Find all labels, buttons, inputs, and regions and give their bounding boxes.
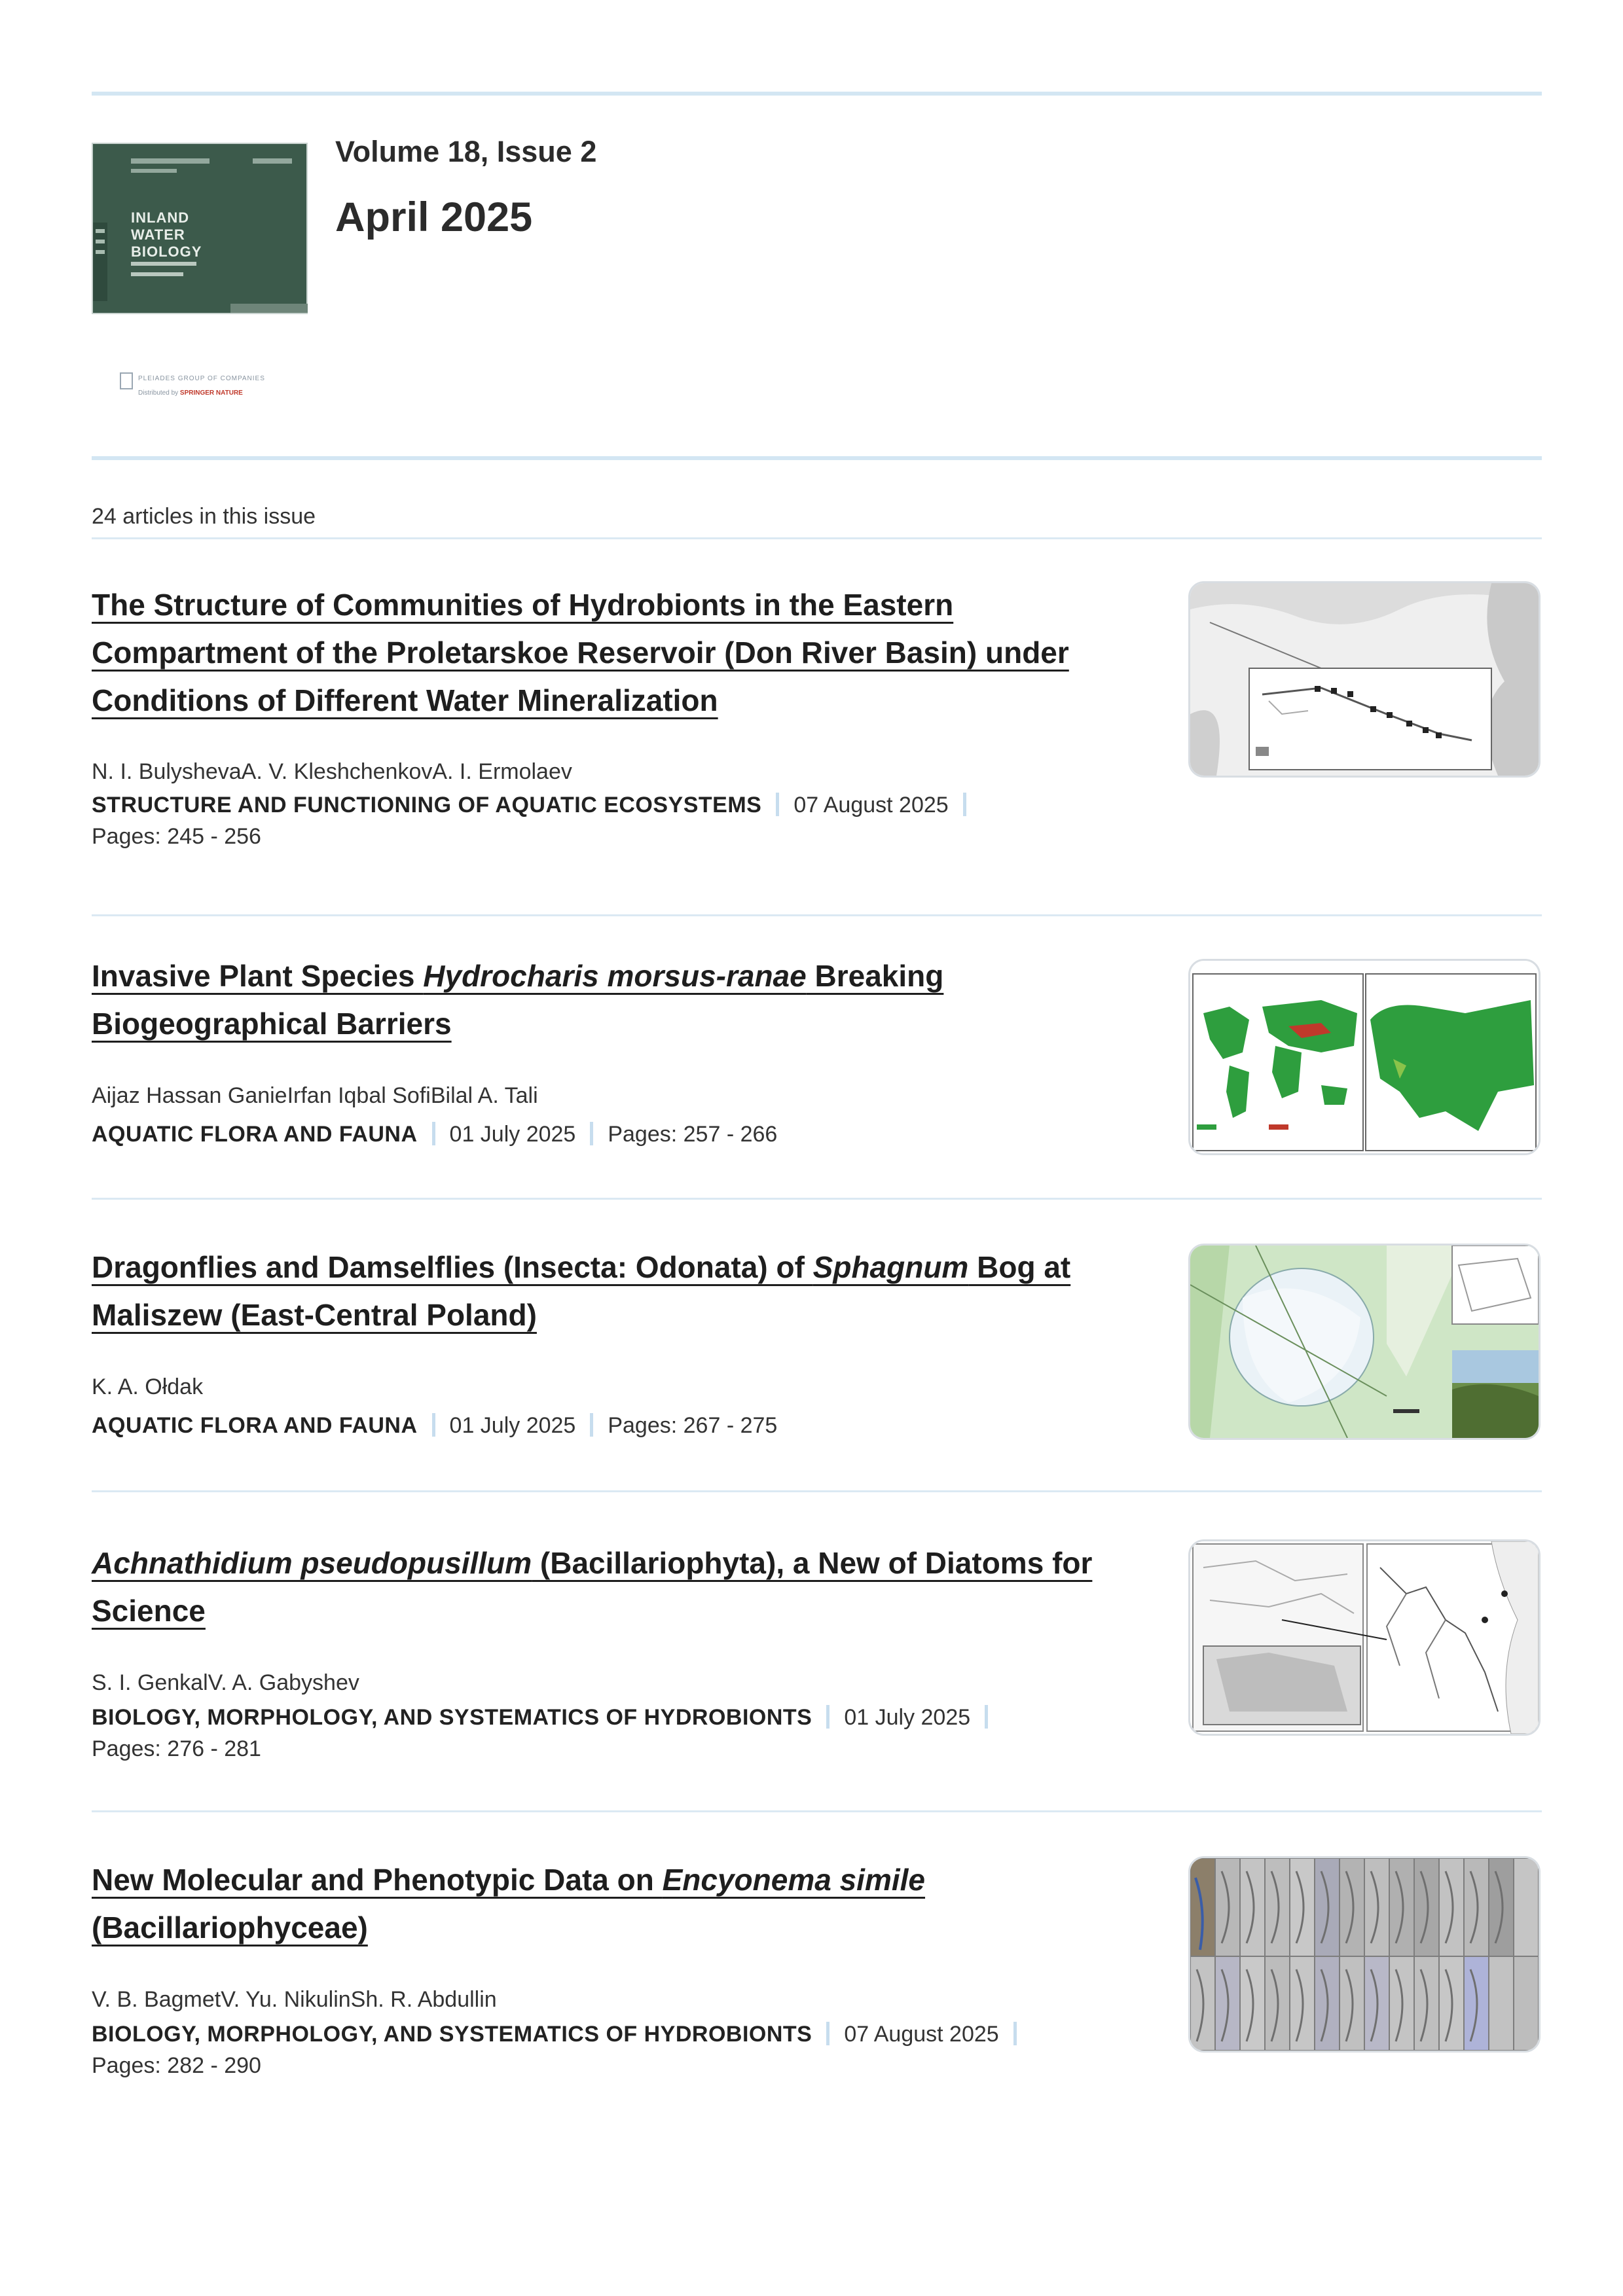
article-published-date: 01 July 2025 [449,1413,576,1438]
meta-separator [985,1705,988,1729]
article-published-date: 07 August 2025 [793,793,949,817]
article-thumbnail[interactable] [1188,581,1541,778]
top-divider [92,92,1542,96]
publisher-name: PLEIADES GROUP OF COMPANIES [138,375,265,382]
article-section: STRUCTURE AND FUNCTIONING OF AQUATIC ECOSYSTEMS [92,793,762,817]
cover-decoration [131,272,183,276]
meta-separator [776,793,779,816]
list-divider [92,537,1542,539]
article-divider [92,914,1542,916]
cover-decoration [230,304,308,313]
article-divider [92,1810,1542,1812]
article-authors: V. B. BagmetV. Yu. NikulinSh. R. Abdullin [92,1987,497,2012]
meta-separator [432,1122,435,1145]
article-title-link[interactable]: Invasive Plant Species Hydrocharis morsus-ranae Breaking Biogeographical Barriers [92,959,944,1041]
meta-separator [963,793,966,816]
meta-separator [1013,2022,1017,2045]
article-thumbnail[interactable] [1188,1244,1541,1440]
article-pages: Pages: 276 - 281 [92,1736,261,1761]
article-pages: Pages: 245 - 256 [92,824,261,849]
cover-decoration [131,262,196,266]
article-pages: Pages: 267 - 275 [608,1413,778,1438]
article-title-link[interactable]: The Structure of Communities of Hydrobionts in the Eastern Compartment of the Proletarskoe Reservoir (Don River Basin) under Conditions of Different Water Mineralization [92,588,1069,717]
article-meta [92,1410,1178,1441]
article-title-link[interactable]: New Molecular and Phenotypic Data on Encyonema simile (Bacillariophyceae) [92,1863,926,1945]
article-meta [92,1702,1178,1765]
meta-separator [590,1122,593,1145]
meta-separator [432,1413,435,1437]
article-divider [92,1490,1542,1492]
cover-decoration [253,158,292,164]
bog-map-thumbnail [1190,1246,1539,1438]
map-figure-thumbnail [1190,583,1539,776]
volume-issue: Volume 18, Issue 2 [335,135,597,168]
article-authors: K. A. Ołdak [92,1374,204,1399]
article-title [92,952,1139,1048]
article-published-date: 01 July 2025 [449,1122,576,1147]
article-meta [92,2018,1178,2081]
journal-cover-image[interactable] [92,143,308,314]
article-section: BIOLOGY, MORPHOLOGY, AND SYSTEMATICS OF HYDROBIONTS [92,2022,812,2047]
article-thumbnail[interactable] [1188,959,1541,1155]
meta-separator [826,1705,830,1729]
article-title [92,1244,1139,1339]
article-meta [92,1119,1178,1150]
article-authors: Aijaz Hassan GanieIrfan Iqbal SofiBilal A. Tali [92,1083,538,1108]
article-published-date: 07 August 2025 [844,2022,999,2047]
article-divider [92,1198,1542,1200]
cover-decoration [131,158,210,164]
header-divider [92,456,1542,460]
article-authors: N. I. BulyshevaA. V. KleshchenkovA. I. Ermolaev [92,759,572,784]
article-thumbnail[interactable] [1188,1856,1541,2053]
distributor-prefix: Distributed by [138,389,179,397]
publisher-logo [120,370,283,403]
article-pages: Pages: 282 - 290 [92,2053,261,2078]
article-title [92,1539,1139,1635]
article-section: AQUATIC FLORA AND FAUNA [92,1122,418,1147]
article-meta [92,789,1178,852]
cover-decoration [131,169,177,173]
meta-separator [590,1413,593,1437]
cover-journal-title: INLAND WATER BIOLOGY [131,209,202,260]
article-section: AQUATIC FLORA AND FAUNA [92,1413,418,1438]
meta-separator [826,2022,830,2045]
river-map-thumbnail [1190,1541,1539,1734]
article-title-link[interactable]: Achnathidium pseudopusillum (Bacillariophyta), a New of Diatoms for Science [92,1546,1093,1628]
article-title [92,581,1139,725]
article-title-link[interactable]: Dragonflies and Damselflies (Insecta: Odonata) of Sphagnum Bog at Maliszew (East-Central Poland) [92,1250,1071,1332]
publisher-emblem-icon [120,372,133,389]
article-authors: S. I. GenkalV. A. Gabyshev [92,1670,359,1695]
issue-date: April 2025 [335,194,533,240]
article-section: BIOLOGY, MORPHOLOGY, AND SYSTEMATICS OF HYDROBIONTS [92,1705,812,1730]
article-title [92,1856,995,1952]
world-map-thumbnail [1190,961,1539,1153]
cover-decoration [93,223,107,301]
diatom-micrographs-thumbnail [1190,1858,1539,2051]
article-thumbnail[interactable] [1188,1539,1541,1736]
article-published-date: 01 July 2025 [844,1705,971,1730]
article-pages: Pages: 257 - 266 [608,1122,778,1147]
distributor-brand: SPRINGER NATURE [179,389,243,397]
article-count: 24 articles in this issue [92,504,316,529]
distributor-line [138,389,243,397]
